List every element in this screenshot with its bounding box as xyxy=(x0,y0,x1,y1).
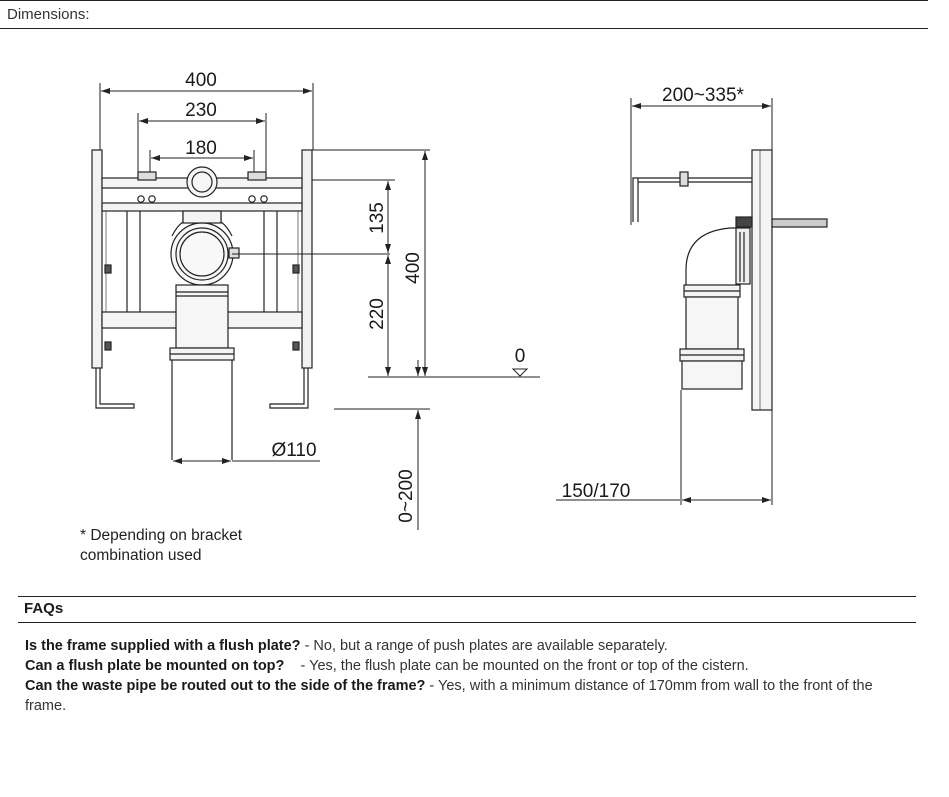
label-width-inner: 180 xyxy=(185,138,217,159)
faq-answer: - No, but a range of push plates are available separately. xyxy=(300,638,668,654)
footnote-line-1: * Depending on bracket xyxy=(80,527,243,544)
label-floor-level: 0 xyxy=(514,346,526,367)
faq-answer: - Yes, the flush plate can be mounted on the front or top of the cistern. xyxy=(284,658,749,674)
right-upright xyxy=(302,150,312,368)
faqs-title: FAQs xyxy=(24,600,64,617)
label-side-wall: 150/170 xyxy=(561,481,631,502)
side-view xyxy=(633,150,827,410)
faq-list xyxy=(25,636,905,716)
faq-item xyxy=(25,656,905,676)
front-view xyxy=(92,150,312,460)
label-height-total: 400 xyxy=(403,252,424,284)
faqs-header xyxy=(18,596,916,623)
label-height-upper: 135 xyxy=(367,202,388,234)
faq-answer: - Yes, with a minimum distance of 170mm from wall to the front of the frame. xyxy=(25,678,873,714)
label-width-total: 400 xyxy=(185,70,217,91)
footnote-line-2: combination used xyxy=(80,547,202,564)
label-floor-range: 0~200 xyxy=(396,469,417,523)
faq-question: Can a flush plate be mounted on top? xyxy=(25,658,285,674)
right-foot xyxy=(270,368,308,408)
waste-pipe xyxy=(176,285,228,348)
technical-drawing xyxy=(0,30,949,590)
faq-item xyxy=(25,636,905,656)
drawing-footnote xyxy=(80,526,242,566)
dimensions-title: Dimensions: xyxy=(7,6,90,23)
side-bolt xyxy=(772,219,827,227)
label-side-depth: 200~335* xyxy=(662,85,744,106)
label-pipe-diameter: Ø110 xyxy=(271,440,317,461)
side-frame-plate xyxy=(752,150,772,410)
label-width-mid: 230 xyxy=(185,100,217,121)
label-height-lower: 220 xyxy=(367,298,388,330)
faq-question: Can the waste pipe be routed out to the side of the frame? xyxy=(25,678,426,694)
side-bracket xyxy=(633,178,752,222)
dimensions-header xyxy=(0,0,928,29)
left-upright xyxy=(92,150,102,368)
faq-item xyxy=(25,676,905,716)
left-foot xyxy=(96,368,134,408)
faq-question: Is the frame supplied with a flush plate? xyxy=(25,638,301,654)
